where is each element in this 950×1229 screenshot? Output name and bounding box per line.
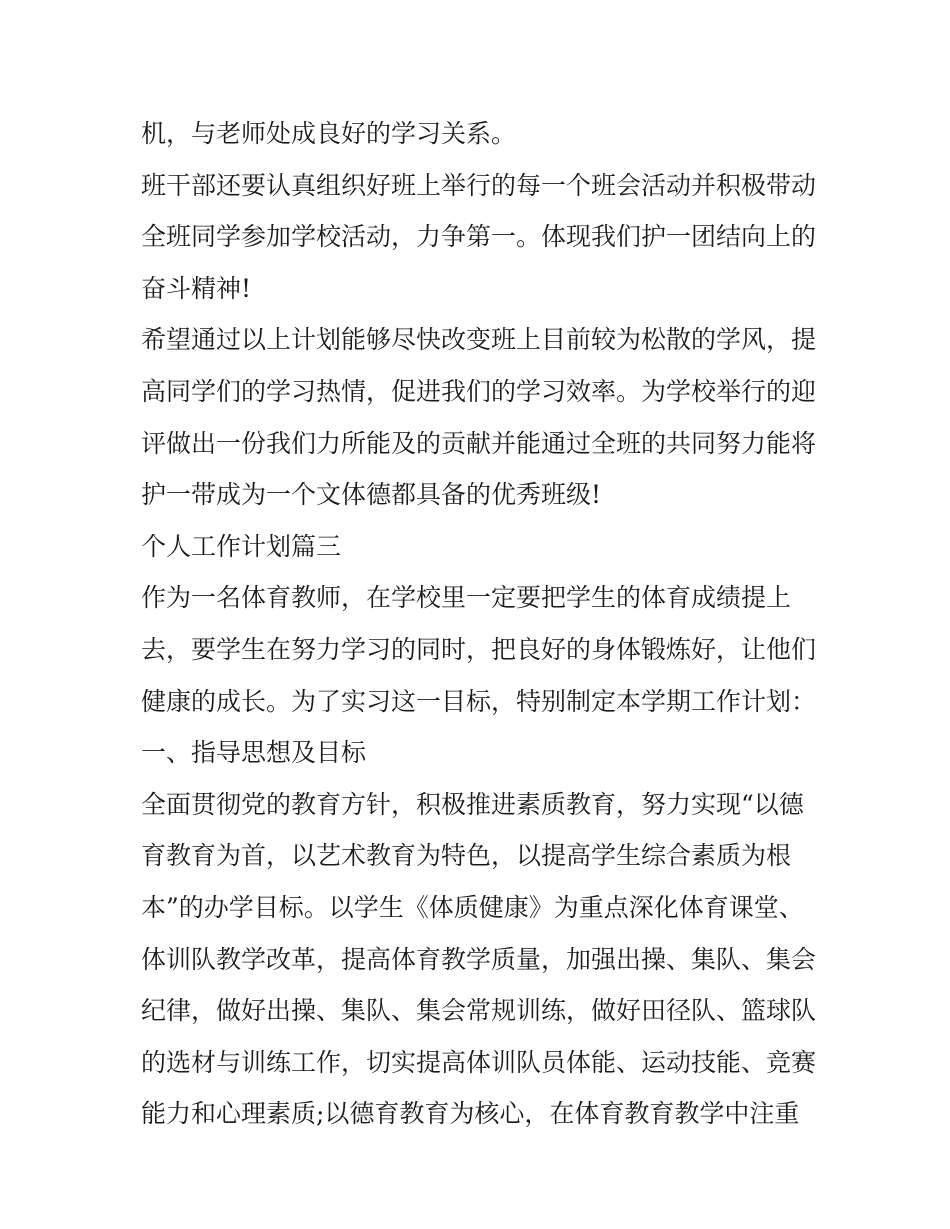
section-heading: 个人工作计划篇三 [141, 531, 342, 561]
text-line: 本”的办学目标。以学生《体质健康》为重点深化体育课堂、 [141, 892, 804, 922]
subsection-heading: 一、指导思想及目标 [141, 738, 367, 768]
text-line: 纪律，做好出操、集队、集会常规训练，做好田径队、篮球队 [141, 996, 817, 1026]
text-line: 全面贯彻党的教育方针，积极推进素质教育，努力实现“以德 [141, 789, 804, 819]
text-line: 育教育为首，以艺术教育为特色，以提高学生综合素质为根 [141, 841, 792, 871]
text-line: 评做出一份我们力所能及的贡献并能通过全班的共同努力能将 [141, 428, 817, 458]
text-line: 去，要学生在努力学习的同时，把良好的身体锻炼好，让他们 [141, 634, 817, 664]
text-line: 希望通过以上计划能够尽快改变班上目前较为松散的学风，提 [141, 325, 817, 355]
text-line: 作为一名体育教师，在学校里一定要把学生的体育成绩提上 [141, 583, 792, 613]
text-line: 全班同学参加学校活动，力争第一。体现我们护一团结向上的 [141, 222, 817, 252]
document-body [141, 108, 821, 1140]
text-line: 班干部还要认真组织好班上举行的每一个班会活动并积极带动 [141, 170, 817, 200]
text-line: 护一带成为一个文体德都具备的优秀班级! [141, 480, 602, 510]
text-line: 的选材与训练工作，切实提高体训队员体能、运动技能、竞赛 [141, 1047, 817, 1077]
text-line: 奋斗精神! [141, 273, 252, 303]
text-line: 健康的成长。为了实习这一目标，特别制定本学期工作计划： [141, 686, 817, 716]
text-line: 高同学们的学习热情，促进我们的学习效率。为学校举行的迎 [141, 376, 817, 406]
text-line: 机，与老师处成良好的学习关系。 [141, 119, 517, 148]
text-line: 能力和心理素质;以德育教育为核心，在体育教育教学中注重 [141, 1099, 800, 1129]
text-line: 体训队教学改革，提高体育教学质量，加强出操、集队、集会 [141, 944, 817, 974]
